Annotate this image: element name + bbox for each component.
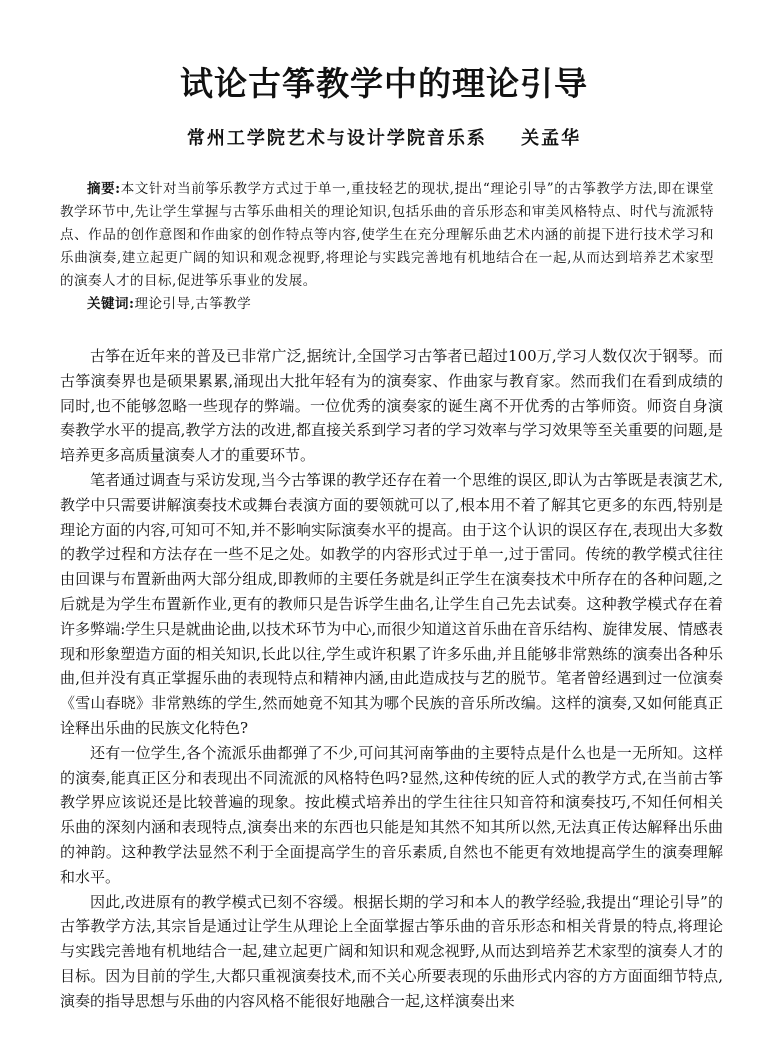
byline bbox=[0, 124, 768, 150]
keywords-text: 理论引导,古筝教学 bbox=[134, 296, 252, 312]
body-paragraph: 因此,改进原有的教学模式已刻不容缓。根据长期的学习和本人的教学经验,我提出“理论引导”的古筝教学方法,其宗旨是通过让学生从理论上全面掌握古筝乐曲的音乐形态和相关背景的特点,将理论与实践完善地有机地结合一起,建立起更广阔和知识和观念视野,从而达到培养艺术家型的演奏人才的目标。因为目前的学生,大都只重视演奏技术,而不关心所要表现的乐曲形式内容的方方面面细节特点,演奏的指导思想与乐曲的内容风格不能很好地融合一起,这样演奏出来 bbox=[60, 892, 723, 1010]
abstract-text: 本文针对当前筝乐教学方式过于单一,重技轻艺的现状,提出“理论引导”的古筝教学方法,即在课堂教学环节中,先让学生掌握与古筝乐曲相关的理论知识,包括乐曲的音乐形态和审美风格特点、时代与流派特点、作品的创作意图和作曲家的创作特点等内容,使学生在充分理解乐曲艺术内涵的前提下进行技术学习和乐曲演奏,建立起更广阔的知识和观念视野,将理论与实践完善地有机地结合在一起,从而达到培养艺术家型的演奏人才的目标,促进筝乐事业的发展。 bbox=[60, 181, 714, 289]
abstract-paragraph bbox=[60, 178, 714, 293]
abstract-label: 摘要: bbox=[87, 181, 121, 197]
author-name: 关孟华 bbox=[521, 128, 582, 149]
body-text bbox=[60, 344, 723, 1014]
paper-title: 试论古筝教学中的理论引导 bbox=[180, 64, 588, 103]
affiliation: 常州工学院艺术与设计学院音乐系 bbox=[186, 128, 487, 149]
body-paragraph: 古筝在近年来的普及已非常广泛,据统计,全国学习古筝者已超过100万,学习人数仅次于钢琴。而古筝演奏界也是硕果累累,涌现出大批年轻有为的演奏家、作曲家与教育家。然而我们在看到成绩的同时,也不能够忽略一些现存的弊端。一位优秀的演奏家的诞生离不开优秀的古筝师资。师资自身演奏教学水平的提高,教学方法的改进,都直接关系到学习者的学习效率与学习效果等至关重要的问题,是培养更多高质量演奏人才的重要环节。 bbox=[60, 347, 723, 465]
keywords-paragraph bbox=[60, 293, 714, 316]
body-paragraph: 还有一位学生,各个流派乐曲都弹了不少,可问其河南筝曲的主要特点是什么也是一无所知。这样的演奏,能真正区分和表现出不同流派的风格特色吗?显然,这种传统的匠人式的教学方式,在当前古筝教学界应该说还是比较普遍的现象。按此模式培养出的学生往往只知音符和演奏技巧,不知任何相关乐曲的深刻内涵和表现特点,演奏出来的东西也只能是知其然不知其所以然,无法真正传达解释出乐曲的神韵。这种教学法显然不利于全面提高学生的音乐素质,自然也不能更有效地提高学生的演奏理解和水平。 bbox=[60, 743, 723, 886]
keywords-label: 关键词: bbox=[87, 296, 135, 312]
body-paragraph: 笔者通过调查与采访发现,当今古筝课的教学还存在着一个思维的误区,即认为古筝既是表演艺术,教学中只需要讲解演奏技术或舞台表演方面的要领就可以了,根本用不着了解其它更多的东西,特别是理论方面的内容,可知可不知,并不影响实际演奏水平的提高。由于这个认识的误区存在,表现出大多数的教学过程和方法存在一些不足之处。如教学的内容形式过于单一,过于雷同。传统的教学模式往往由回课与布置新曲两大部分组成,即教师的主要任务就是纠正学生在演奏技术中所存在的各种问题,之后就是为学生布置新作业,更有的教师只是告诉学生曲名,让学生自己先去试奏。这种教学模式存在着许多弊端:学生只是就曲论曲,以技术环节为中心,而很少知道这首乐曲在音乐结构、旋律发展、情感表现和形象塑造方面的相关知识,长此以往,学生或许积累了许多乐曲,并且能够非常熟练的演奏出各种乐曲,但并没有真正掌握乐曲的表现特点和精神内涵,由此造成技与艺的脱节。笔者曾经遇到过一位演奏《雪山春晓》非常熟练的学生,然而她竟不知其为哪个民族的音乐所改编。这样的演奏,又如何能真正诠释出乐曲的民族文化特色? bbox=[60, 470, 723, 737]
abstract-block bbox=[60, 178, 714, 316]
